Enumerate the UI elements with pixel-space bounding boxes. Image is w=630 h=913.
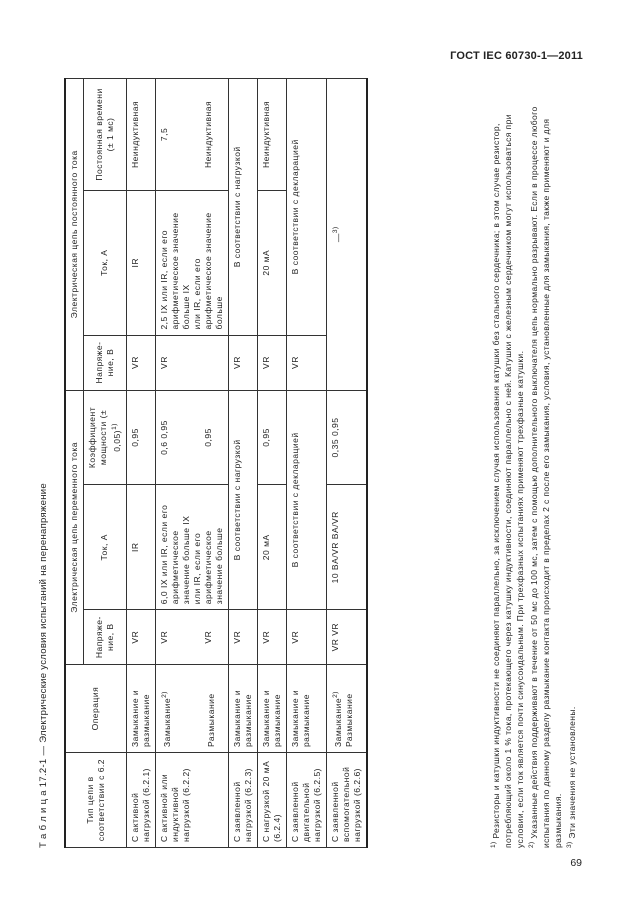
header-dc-current: Ток, А <box>84 190 127 335</box>
table-row: С нагрузкой 20 мА (6.2.4) Замыкание и размыкание VR 20 мА 0,95 VR 20 мА Неиндуктивная <box>257 79 286 848</box>
header-operation: Операция <box>65 665 126 753</box>
header-time-constant: Постоянная времени (± 1 мс) <box>84 79 127 191</box>
header-ac-circuit: Электрическая цепь переменного тока <box>65 390 84 665</box>
table-row: С заявленной нагрузкой (6.2.3) Замыкание и размыкание VR В соответствии с нагрузкой VR В соответствии с нагрузкой <box>228 79 257 848</box>
footnotes <box>488 78 577 848</box>
header-dc-voltage: Напряже-ние, В <box>84 335 127 390</box>
table-row: С заявленной двигательной нагрузкой (6.2.5) Замыкание и размыкание VR В соответствии с декларацией VR В соответствии с декларацией <box>286 79 326 848</box>
footnote-3: $^{3)}$ Эти значения не установлены. <box>565 706 577 848</box>
table-row: С активной нагрузкой (6.2.1) Замыкание и размыкание VR IR 0,95 VR IR Неиндуктивная <box>126 79 155 848</box>
table-row: С заявленной вспомогательной нагрузкой (6.2.6) Замыкание$^{2)}$ Размыкание VR VR 10 BA/VR BA/VR 0,35 0,95 —$^{3)}$ <box>326 79 367 848</box>
table-row: С активной или индуктивной нагрузкой (6.2.2) Замыкание$^{2)}$ Размыкание VR VR 6,0 IX или IR, если его арифметическое значение больше IX или IR, если его арифметическое значение больше 0,6 0,95 0,95 VR 2,5 IX или IR, если его арифметическое значение больше IX или IR, если его арифметическое значение больше 7,5 Неиндуктивная <box>155 79 228 848</box>
page-number: 69 <box>570 857 582 869</box>
footnote-1: $^{1)}$ Резисторы и катушки индуктивности не соединяют параллельно, за исключением случая использования катушки без стального сердечника; в этом случае резистор, потребляющий около 1 % тока, протекающего через катушку индуктивности, соединяют параллельно с ней. Катушки с железным сердечником могут использоваться при условии, если ток является почти синусоидальным. При трехфазных испытаниях применяют трехфазные катушки. <box>490 114 525 848</box>
overvoltage-test-table <box>64 78 368 848</box>
header-ac-current: Ток, А <box>84 485 127 610</box>
rotated-table-block <box>38 78 588 848</box>
header-power-factor: Коэффициент мощности (± 0,05)$^{1)}$ <box>84 390 127 485</box>
standard-number: ГОСТ IEC 60730-1—2011 <box>450 50 583 62</box>
table-caption: Т а б л и ц а 17.2-1 — Электрические условия испытаний на перенапряжение <box>38 483 49 848</box>
footnote-2: $^{2)}$ Указанные действия поддерживают в течение от 50 мс до 100 мс, затем с помощью дополнительного выключателя цепь нормально разрывают. Если в процессе любого испытания по данному разделу размыкание контакта происходит в пределах 2 с после его замыкания, условия, установленные для замыкания, также применяют и для размыкания. <box>527 106 563 848</box>
header-circuit-type: Тип цепи в соответствии с 6.2 <box>65 753 126 848</box>
header-ac-voltage: Напряже-ние, В <box>84 610 127 665</box>
header-dc-circuit: Электрическая цепь постоянного тока <box>65 79 84 391</box>
